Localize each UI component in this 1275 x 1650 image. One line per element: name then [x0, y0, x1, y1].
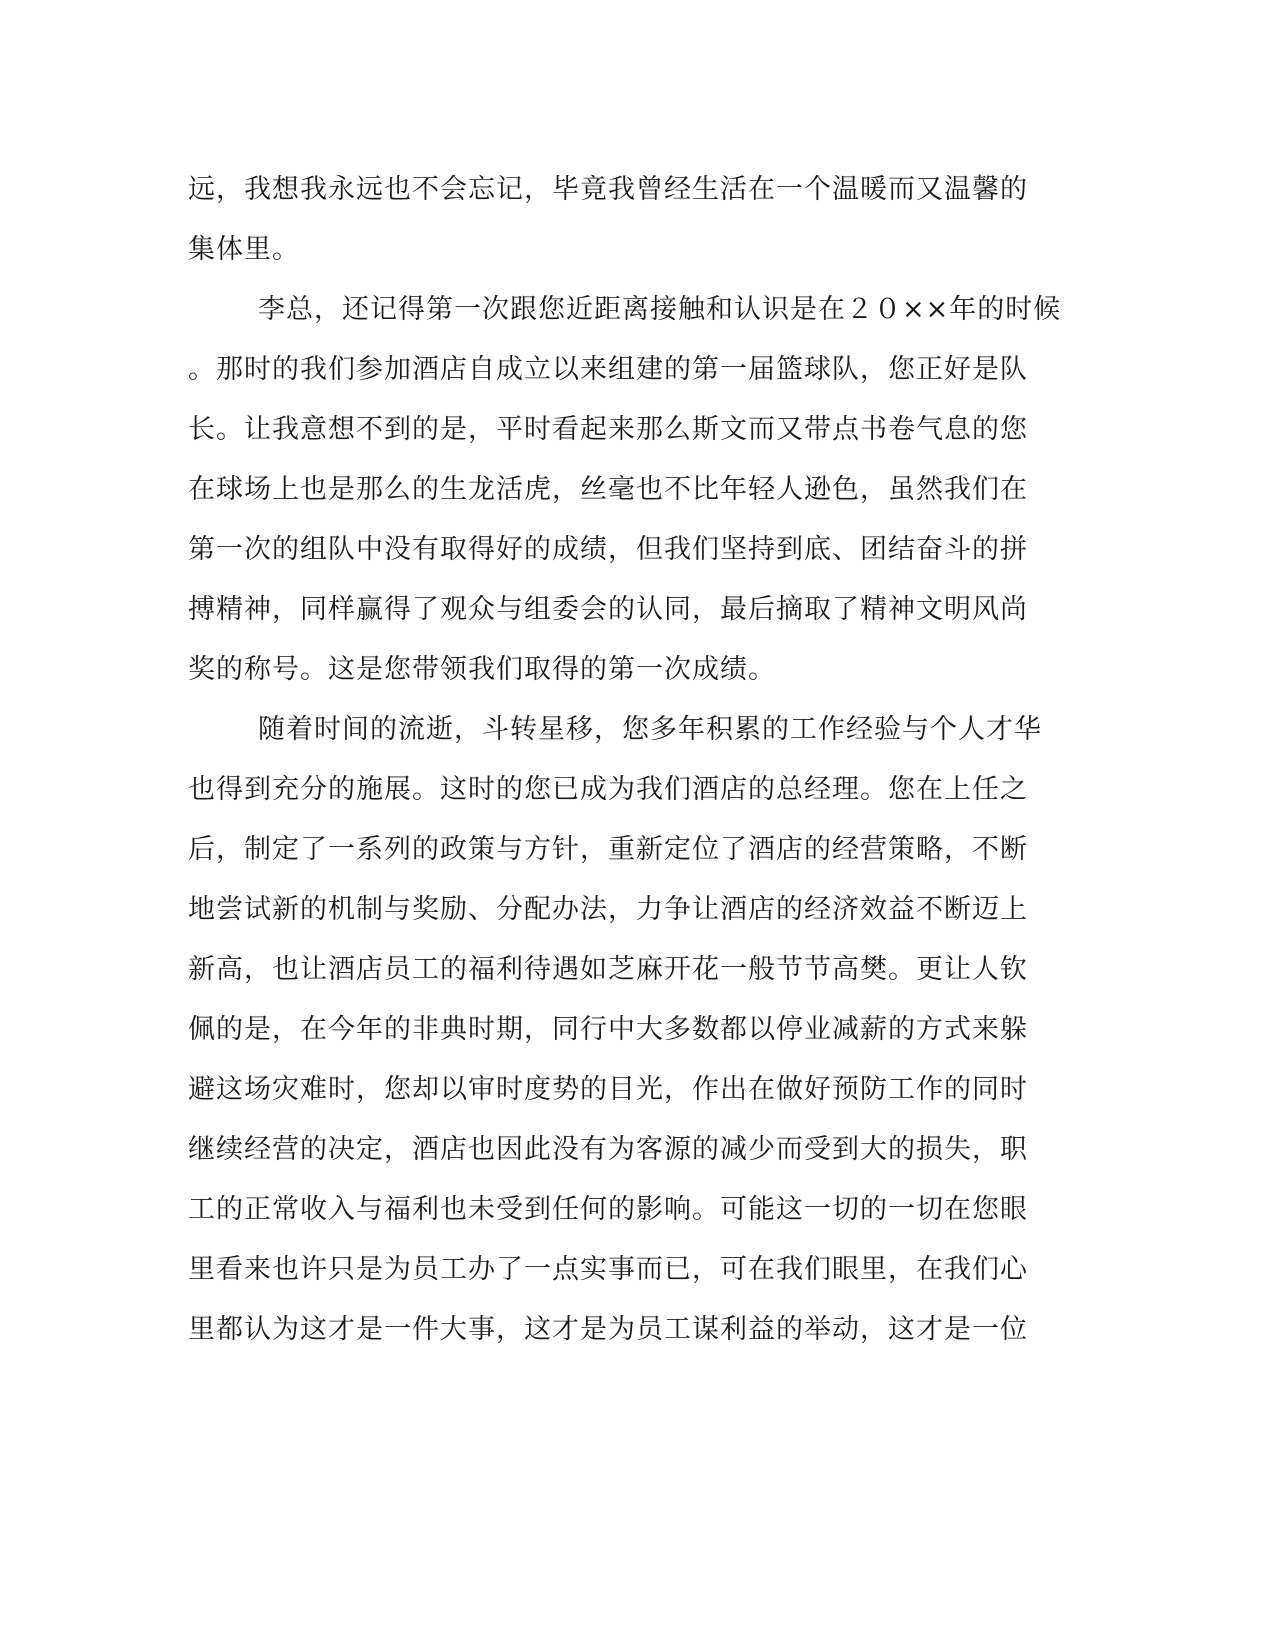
text-line: 工的正常收入与福利也未受到任何的影响。可能这一切的一切在您眼: [188, 1194, 1028, 1225]
text-line: 里都认为这才是一件大事，这才是为员工谋利益的举动，这才是一位: [188, 1314, 1028, 1345]
text-line: 远，我想我永远也不会忘记，毕竟我曾经生活在一个温暖而又温馨的: [188, 174, 1028, 205]
text-line: 继续经营的决定，酒店也因此没有为客源的减少而受到大的损失，职: [188, 1134, 1028, 1165]
text-line: 里看来也许只是为员工办了一点实事而已，可在我们眼里，在我们心: [188, 1254, 1028, 1285]
text-line: 长。让我意想不到的是，平时看起来那么斯文而又带点书卷气息的您: [188, 414, 1028, 445]
text-line: 佩的是，在今年的非典时期，同行中大多数都以停业减薪的方式来躲: [188, 1014, 1028, 1045]
text-line: 在球场上也是那么的生龙活虎，丝毫也不比年轻人逊色，虽然我们在: [188, 474, 1028, 505]
text-line: 地尝试新的机制与奖励、分配办法，力争让酒店的经济效益不断迈上: [188, 894, 1028, 925]
text-line: 集体里。: [188, 234, 300, 265]
text-line: 第一次的组队中没有取得好的成绩，但我们坚持到底、团结奋斗的拼: [188, 534, 1028, 565]
text-line: 。那时的我们参加酒店自成立以来组建的第一届篮球队，您正好是队: [188, 354, 1028, 385]
text-line: 后，制定了一系列的政策与方针，重新定位了酒店的经营策略，不断: [188, 834, 1028, 865]
paragraph-start-line: 李总，还记得第一次跟您近距离接触和认识是在２０××年的时候: [258, 294, 1062, 325]
text-line: 搏精神，同样赢得了观众与组委会的认同，最后摘取了精神文明风尚: [188, 594, 1028, 625]
text-line: 新高，也让酒店员工的福利待遇如芝麻开花一般节节高樊。更让人钦: [188, 954, 1028, 985]
paragraph-start-line: 随着时间的流逝，斗转星移，您多年积累的工作经验与个人才华: [258, 714, 1042, 745]
text-line: 奖的称号。这是您带领我们取得的第一次成绩。: [188, 654, 776, 685]
document-body: [188, 160, 1088, 1360]
text-line: 也得到充分的施展。这时的您已成为我们酒店的总经理。您在上任之: [188, 774, 1028, 805]
text-line: 避这场灾难时，您却以审时度势的目光，作出在做好预防工作的同时: [188, 1074, 1028, 1105]
